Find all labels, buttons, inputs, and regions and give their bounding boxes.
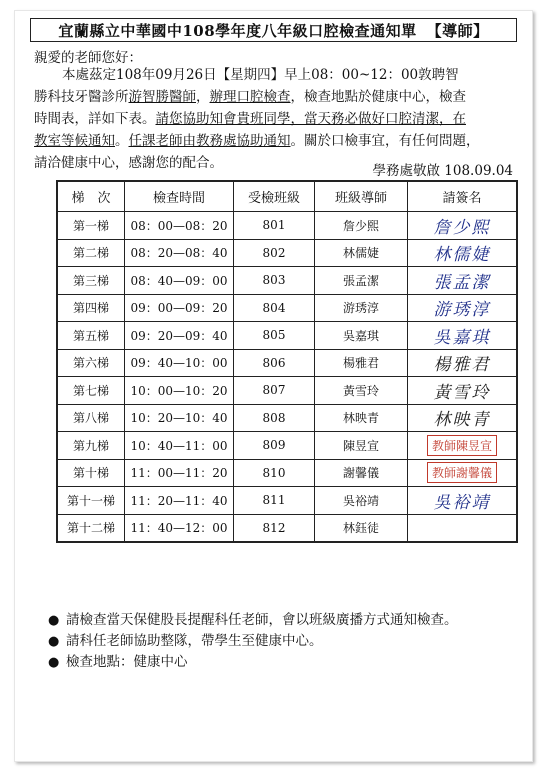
teacher-cell: 黃雪玲 <box>315 377 408 405</box>
class-cell: 804 <box>234 294 315 322</box>
notice-title: 宜蘭縣立中華國中108學年度八年級口腔檢查通知單 <box>58 21 417 40</box>
teacher-cell: 謝馨儀 <box>315 459 408 487</box>
time-cell: 11：20—11：40 <box>125 487 234 515</box>
teacher-cell: 吳裕靖 <box>315 487 408 515</box>
notice-audience-tag: 【導師】 <box>426 21 489 40</box>
notice-title-box <box>30 18 517 42</box>
class-cell: 802 <box>234 239 315 267</box>
signature-cell[interactable] <box>408 322 518 350</box>
table-row <box>57 432 517 460</box>
table-row <box>57 239 517 267</box>
paragraph-line-4 <box>34 130 518 152</box>
class-cell: 805 <box>234 322 315 350</box>
clinic-name: 勝科技牙醫診所 <box>34 89 129 105</box>
table-row <box>57 459 517 487</box>
signature-cell[interactable] <box>408 377 518 405</box>
class-cell: 807 <box>234 377 315 405</box>
signature-cell[interactable] <box>408 432 518 460</box>
batch-cell: 第三梯 <box>57 267 125 295</box>
period: 。 <box>115 133 129 149</box>
table-row <box>57 487 517 515</box>
teacher-stamp: 教師陳昱宣 <box>427 435 497 456</box>
teacher-cell: 陳昱宣 <box>315 432 408 460</box>
handwritten-signature: 楊雅君 <box>433 355 491 376</box>
paragraph-line-3 <box>34 108 518 130</box>
time-cell: 11：40—12：00 <box>125 514 234 542</box>
batch-cell: 第六梯 <box>57 349 125 377</box>
class-cell: 801 <box>234 212 315 240</box>
time-cell: 08：40—09：00 <box>125 267 234 295</box>
handwritten-signature: 黃雪玲 <box>433 382 491 403</box>
handwritten-signature: 吳嘉琪 <box>433 327 491 348</box>
handwritten-signature: 林儒婕 <box>433 245 491 266</box>
header-signature: 請簽名 <box>408 181 518 212</box>
time-cell: 10：40—11：00 <box>125 432 234 460</box>
schedule-table <box>56 180 518 543</box>
time-cell: 09：20—09：40 <box>125 322 234 350</box>
notice-paragraph <box>34 64 518 174</box>
issuer-signature: 學務處敬啟 108.09.04 <box>372 163 513 179</box>
handwritten-signature: 詹少熙 <box>433 217 491 238</box>
batch-cell: 第十一梯 <box>57 487 125 515</box>
time-cell: 11：00—11：20 <box>125 459 234 487</box>
batch-cell: 第五梯 <box>57 322 125 350</box>
table-row <box>57 322 517 350</box>
notes-list <box>48 610 528 673</box>
signature-cell[interactable] <box>408 212 518 240</box>
signature-cell[interactable] <box>408 487 518 515</box>
wait-text: 教室等候通知 <box>34 133 115 149</box>
note-item: ● 請科任老師協助整隊，帶學生至健康中心。 <box>48 631 528 652</box>
class-cell: 808 <box>234 404 315 432</box>
teacher-cell: 游琇淳 <box>315 294 408 322</box>
teacher-cell: 詹少熙 <box>315 212 408 240</box>
teacher-cell: 林鈺徒 <box>315 514 408 542</box>
class-cell: 803 <box>234 267 315 295</box>
teacher-cell: 楊雅君 <box>315 349 408 377</box>
teacher-cell: 張孟潔 <box>315 267 408 295</box>
header-teacher: 班級導師 <box>315 181 408 212</box>
class-cell: 806 <box>234 349 315 377</box>
batch-cell: 第九梯 <box>57 432 125 460</box>
table-row <box>57 349 517 377</box>
handwritten-signature: 游琇淳 <box>433 300 491 321</box>
class-cell: 809 <box>234 432 315 460</box>
header-batch: 梯 次 <box>57 181 125 212</box>
time-cell: 08：00—08：20 <box>125 212 234 240</box>
signature-cell[interactable] <box>408 459 518 487</box>
batch-cell: 第一梯 <box>57 212 125 240</box>
table-row <box>57 212 517 240</box>
inquiry-text: 。關於口檢事宜，有任何問題， <box>290 133 480 149</box>
bullet-icon: ● <box>48 655 60 670</box>
signature-cell[interactable] <box>408 514 518 542</box>
teacher-cell: 林儒婕 <box>315 239 408 267</box>
time-cell: 10：20—10：40 <box>125 404 234 432</box>
table-row <box>57 404 517 432</box>
signature-cell[interactable] <box>408 267 518 295</box>
time-cell: 09：00—09：20 <box>125 294 234 322</box>
table-row <box>57 377 517 405</box>
teacher-cell: 林映青 <box>315 404 408 432</box>
batch-cell: 第十二梯 <box>57 514 125 542</box>
time-cell: 08：20—08：40 <box>125 239 234 267</box>
dentist-name: 游智勝醫師 <box>128 89 196 105</box>
note-item: ● 檢查地點：健康中心 <box>48 652 528 673</box>
time-cell: 09：40—10：00 <box>125 349 234 377</box>
table-row <box>57 294 517 322</box>
bullet-icon: ● <box>48 634 60 649</box>
paragraph-line-1: 本處茲定108年09月26日【星期四】早上08：00~12：00敦聘智 <box>62 67 459 83</box>
paragraph-line-5: 請洽健康中心，感謝您的配合。 <box>34 155 223 171</box>
table-header-row <box>57 181 517 212</box>
batch-cell: 第十梯 <box>57 459 125 487</box>
teacher-stamp: 教師謝馨儀 <box>427 462 497 483</box>
handwritten-signature: 吳裕靖 <box>433 492 491 513</box>
location-text: ，檢查地點於健康中心，檢查 <box>290 89 466 105</box>
comma: ， <box>196 89 210 105</box>
signature-cell[interactable] <box>408 239 518 267</box>
class-cell: 810 <box>234 459 315 487</box>
request-text: 請您協助知會貴班同學，當天務必做好口腔清潔，在 <box>155 111 466 127</box>
header-class: 受檢班級 <box>234 181 315 212</box>
batch-cell: 第二梯 <box>57 239 125 267</box>
teacher-cell: 吳嘉琪 <box>315 322 408 350</box>
signature-cell[interactable] <box>408 404 518 432</box>
table-row <box>57 514 517 542</box>
table-row <box>57 267 517 295</box>
note-item: ● 請檢查當天保健股長提醒科任老師，會以班級廣播方式通知檢查。 <box>48 610 528 631</box>
class-cell: 812 <box>234 514 315 542</box>
class-cell: 811 <box>234 487 315 515</box>
schedule-ref: 時間表，詳如下表。 <box>34 111 156 127</box>
bullet-icon: ● <box>48 613 60 628</box>
signature-cell[interactable] <box>408 349 518 377</box>
batch-cell: 第七梯 <box>57 377 125 405</box>
batch-cell: 第四梯 <box>57 294 125 322</box>
greeting: 親愛的老師您好： <box>34 50 142 66</box>
paragraph-line-2 <box>34 86 518 108</box>
handwritten-signature: 林映青 <box>433 410 491 431</box>
time-cell: 10：00—10：20 <box>125 377 234 405</box>
header-time: 檢查時間 <box>125 181 234 212</box>
event-name: 辦理口腔檢查 <box>209 89 291 105</box>
handwritten-signature: 張孟潔 <box>433 272 491 293</box>
notify-text: 任課老師由教務處協助通知 <box>128 133 291 149</box>
batch-cell: 第八梯 <box>57 404 125 432</box>
signature-cell[interactable] <box>408 294 518 322</box>
